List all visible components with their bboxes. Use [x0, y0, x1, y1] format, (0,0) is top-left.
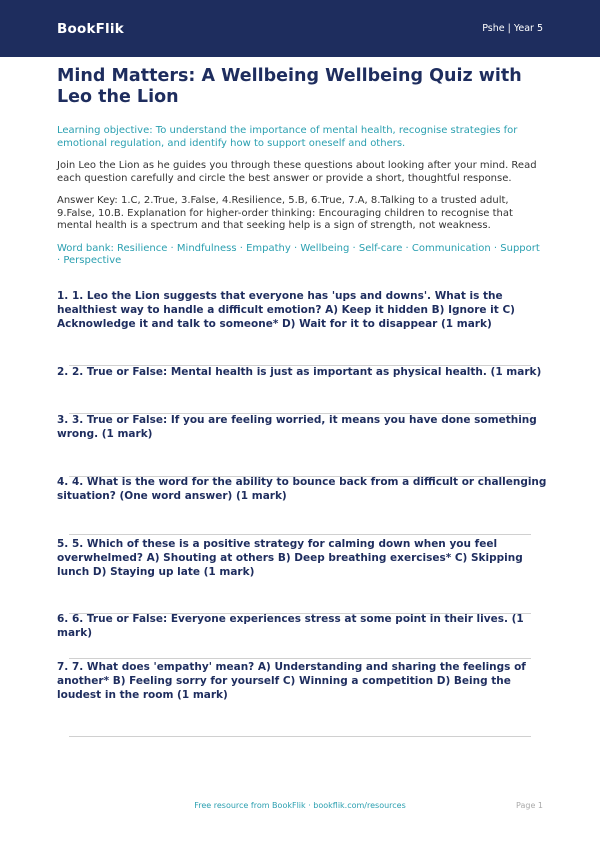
- brand-logo[interactable]: BookFlik: [57, 20, 124, 37]
- page-title: Mind Matters: A Wellbeing Wellbeing Quiz with Leo the Lion: [57, 66, 522, 107]
- question-4: 4. 4. What is the word for the ability to bounce back from a difficult or challenging situation? (One word answer) (1 mark): [57, 476, 547, 502]
- question-5: 5. 5. Which of these is a positive strategy for calming down when you feel overwhelmed? A) Shouting at others B) Deep breathing exercises* C) Skipping lunch D) Staying up late (1 mark): [57, 538, 523, 578]
- question-2: 2. 2. True or False: Mental health is just as important as physical health. (1 mark): [57, 366, 542, 378]
- page-header: [0, 0, 600, 57]
- question-1: 1. 1. Leo the Lion suggests that everyone has 'ups and downs'. What is the healthiest way to handle a difficult emotion? A) Keep it hidden B) Ignore it C) Acknowledge it and talk to someone* D) Wait for it to disappear (1 mark): [57, 290, 515, 330]
- intro-section: [57, 66, 545, 268]
- learning-objective: Learning objective: To understand the importance of mental health, recognise strategies for emotional regulation, and identify how to support oneself and others.: [57, 125, 518, 149]
- answer-line: [69, 736, 531, 737]
- footer-source-link[interactable]: Free resource from BookFlik · bookflik.com/resources: [194, 801, 406, 810]
- word-bank: Word bank: Resilience · Mindfulness · Empathy · Wellbeing · Self-care · Communication · Support · Perspective: [57, 242, 540, 266]
- page-number: Page 1: [516, 801, 543, 810]
- question-7: 7. 7. What does 'empathy' mean? A) Understanding and sharing the feelings of another* B) Feeling sorry for yourself C) Winning a competition D) Being the loudest in the room (1 mark): [57, 661, 526, 701]
- question-6: 6. 6. True or False: Everyone experiences stress at some point in their lives. (1 mark): [57, 613, 524, 639]
- subject-year: Pshe | Year 5: [482, 23, 543, 34]
- page-footer: [0, 801, 600, 815]
- answer-key: Answer Key: 1.C, 2.True, 3.False, 4.Resilience, 5.B, 6.True, 7.A, 8.Talking to a trusted adult, 9.False, 10.B. Explanation for higher-order thinking: Encouraging children to recognise that mental health is a spectrum and that seeking help is a sign of strength, not weakness.: [57, 195, 513, 231]
- answer-line: [69, 658, 531, 659]
- instructions: Join Leo the Lion as he guides you through these questions about looking after your mind. Read each question carefully and circle the best answer or provide a short, thoughtful response.: [57, 160, 537, 184]
- question-3: 3. 3. True or False: If you are feeling worried, it means you have done something wrong. (1 mark): [57, 414, 537, 440]
- answer-line: [69, 534, 531, 535]
